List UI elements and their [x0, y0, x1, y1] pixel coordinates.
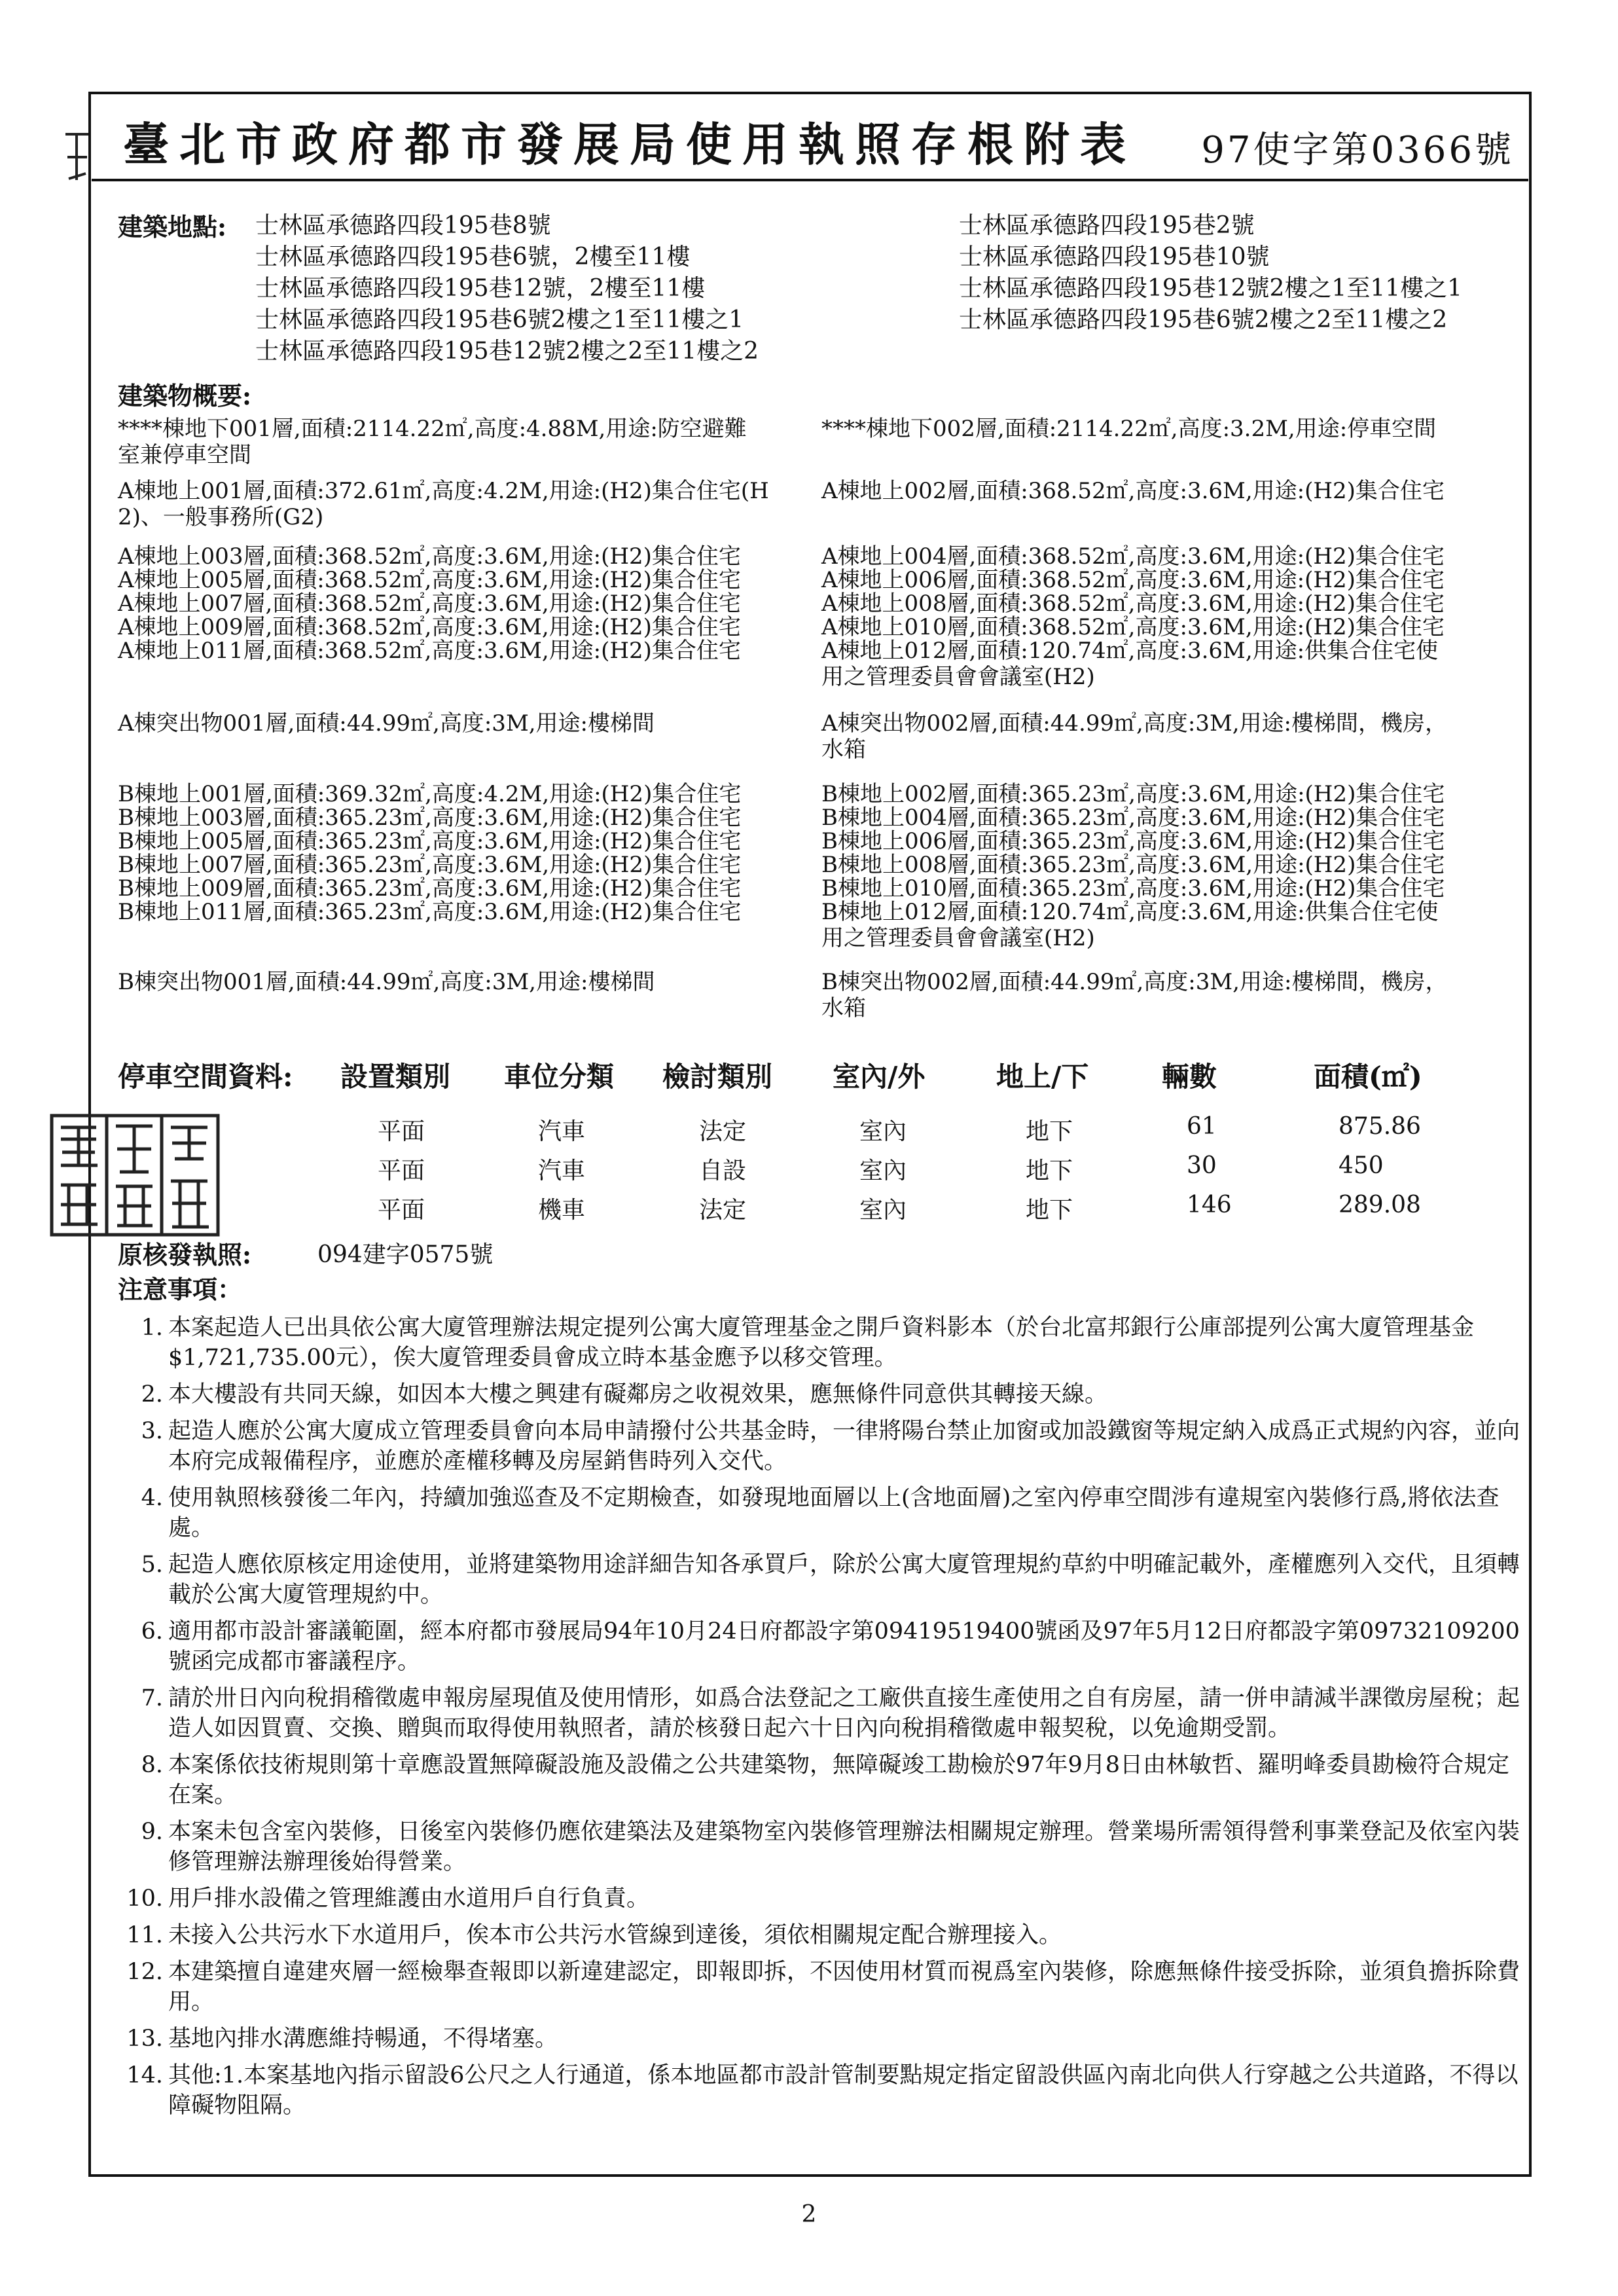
floor-entry: A棟突出物001層,面積:44.99㎡,高度:3M,用途:樓梯間 — [118, 710, 655, 737]
parking-header: 地上/下 — [996, 1061, 1089, 1093]
note-number: 5. — [141, 1552, 163, 1578]
parking-cell: 自設 — [699, 1157, 747, 1184]
address-line: 士林區承德路四段195巷6號，2樓至11樓 — [255, 244, 691, 270]
parking-cell: 法定 — [699, 1118, 747, 1145]
address-line: 士林區承德路四段195巷12號2樓之2至11樓之2 — [255, 338, 759, 365]
note-text: 本建築擅自違建夾層一經檢舉查報即以新違建認定，即報即拆，不因使用材質而視爲室內裝修，除應無條件接受拆除，並須負擔拆除費用。 — [168, 1959, 1520, 2015]
floor-entry: A棟地上007層,面積:368.52㎡,高度:3.6M,用途:(H2)集合住宅 — [118, 591, 741, 617]
parking-cell: 地下 — [1026, 1157, 1073, 1184]
parking-label: 停車空間資料: — [118, 1061, 293, 1093]
note-item — [121, 1483, 1525, 1543]
floor-entry: 用之管理委員會會議室(H2) — [821, 664, 1095, 690]
notes-label: 注意事項： — [118, 1275, 243, 1304]
floor-entry: B棟地上010層,面積:365.23㎡,高度:3.6M,用途:(H2)集合住宅 — [821, 875, 1445, 902]
note-text: 基地內排水溝應維持暢通，不得堵塞。 — [168, 2026, 558, 2052]
floor-entry: B棟地上004層,面積:365.23㎡,高度:3.6M,用途:(H2)集合住宅 — [821, 805, 1445, 831]
note-text: 其他:1.本案基地內指示留設6公尺之人行通道，係本地區都市設計管制要點規定指定留設供區內南北向供人行穿越之公共道路，不得以障礙物阻隔。 — [168, 2062, 1519, 2119]
note-text: 起造人應依原核定用途使用，並將建築物用途詳細告知各承買戶，除於公寓大廈管理規約草約中明確記載外，產權應列入交代，且須轉載於公寓大廈管理規約中。 — [168, 1552, 1520, 1608]
note-number: 8. — [141, 1752, 163, 1778]
floor-entry: B棟地上007層,面積:365.23㎡,高度:3.6M,用途:(H2)集合住宅 — [118, 852, 742, 878]
floor-entry: B棟地上003層,面積:365.23㎡,高度:3.6M,用途:(H2)集合住宅 — [118, 805, 742, 831]
parking-header: 室內/外 — [833, 1061, 926, 1093]
page-number: 2 — [801, 2201, 817, 2228]
floor-entry: A棟地上010層,面積:368.52㎡,高度:3.6M,用途:(H2)集合住宅 — [821, 614, 1445, 640]
parking-cell: 法定 — [699, 1197, 747, 1224]
note-number: 2. — [141, 1381, 163, 1408]
note-number: 12. — [126, 1959, 163, 1985]
floor-entry: A棟地上006層,面積:368.52㎡,高度:3.6M,用途:(H2)集合住宅 — [821, 567, 1445, 593]
note-item — [121, 2060, 1525, 2121]
parking-header: 設置類別 — [340, 1061, 451, 1093]
note-item — [121, 1550, 1525, 1610]
parking-header: 面積(㎡) — [1314, 1061, 1422, 1093]
floor-entry: A棟地上004層,面積:368.52㎡,高度:3.6M,用途:(H2)集合住宅 — [821, 543, 1445, 570]
official-seal-icon — [49, 1113, 221, 1237]
address-line: 士林區承德路四段195巷12號2樓之1至11樓之1 — [959, 275, 1463, 302]
note-text: 用戶排水設備之管理維護由水道用戶自行負責。 — [168, 1886, 650, 1912]
note-text: 使用執照核發後二年內，持續加強巡查及不定期檢查，如發現地面層以上(含地面層)之室內停車空間涉有違規室內裝修行爲,將依法查處。 — [168, 1485, 1500, 1541]
floor-entry: A棟地上002層,面積:368.52㎡,高度:3.6M,用途:(H2)集合住宅 — [821, 478, 1445, 504]
note-number: 3. — [141, 1418, 163, 1444]
document-header — [92, 95, 1528, 181]
floor-entry: B棟突出物002層,面積:44.99㎡,高度:3M,用途:樓梯間，機房， — [821, 969, 1448, 995]
floor-entry: B棟地上005層,面積:365.23㎡,高度:3.6M,用途:(H2)集合住宅 — [118, 828, 742, 854]
note-number: 6. — [141, 1618, 163, 1645]
note-text: 本案未包含室內裝修，日後室內裝修仍應依建築法及建築物室內裝修管理辦法相關規定辦理。營業場所需領得營利事業登記及依室內裝修管理辦法辦理後始得營業。 — [168, 1819, 1520, 1875]
floor-entry: B棟地上009層,面積:365.23㎡,高度:3.6M,用途:(H2)集合住宅 — [118, 875, 742, 902]
address-line: 士林區承德路四段195巷8號 — [255, 212, 551, 239]
note-item — [121, 1616, 1525, 1677]
note-text: 起造人應於公寓大廈成立管理委員會向本局申請撥付公共基金時，一律將陽台禁止加窗或加設鐵窗等規定納入成爲正式規約內容，並向本府完成報備程序，並應於產權移轉及房屋銷售時列入交代。 — [168, 1418, 1520, 1474]
address-line: 士林區承德路四段195巷6號2樓之2至11樓之2 — [959, 306, 1448, 333]
parking-cell: 室內 — [859, 1197, 907, 1224]
floor-entry: B棟地上008層,面積:365.23㎡,高度:3.6M,用途:(H2)集合住宅 — [821, 852, 1445, 878]
parking-cell: 289.08 — [1339, 1192, 1421, 1218]
note-item — [121, 1750, 1525, 1810]
parking-cell: 平面 — [378, 1118, 425, 1145]
parking-header: 輛數 — [1162, 1061, 1217, 1093]
floor-entry: B棟地上012層,面積:120.74㎡,高度:3.6M,用途:供集合住宅使 — [821, 899, 1439, 925]
floor-entry: 水箱 — [821, 995, 866, 1021]
permit-number: 97使字第0366號 — [1201, 129, 1514, 172]
address-line: 士林區承德路四段195巷10號 — [959, 244, 1270, 270]
parking-cell: 室內 — [859, 1118, 907, 1145]
note-item — [121, 1817, 1525, 1877]
floor-entry: B棟地上006層,面積:365.23㎡,高度:3.6M,用途:(H2)集合住宅 — [821, 828, 1445, 854]
note-number: 7. — [141, 1685, 163, 1711]
note-text: 請於卅日內向稅捐稽徵處申報房屋現值及使用情形，如爲合法登記之工廠供直接生產使用之自有房屋，請一併申請減半課徵房屋稅；起造人如因買賣、交換、贈與而取得使用執照者，請於核發日起六十日內向稅捐稽徵處申報契稅，以免逾期受罰。 — [168, 1685, 1520, 1741]
parking-cell: 汽車 — [538, 1157, 586, 1184]
floor-entry: 室兼停車空間 — [118, 442, 251, 468]
address-line: 士林區承德路四段195巷6號2樓之1至11樓之1 — [255, 306, 744, 333]
floor-entry: A棟突出物002層,面積:44.99㎡,高度:3M,用途:樓梯間，機房， — [821, 710, 1448, 737]
parking-cell: 875.86 — [1339, 1113, 1421, 1140]
address-line: 士林區承德路四段195巷2號 — [959, 212, 1255, 239]
parking-cell: 機車 — [538, 1197, 586, 1224]
parking-cell: 30 — [1187, 1152, 1217, 1179]
note-item — [121, 1379, 1525, 1410]
document-title: 臺北市政府都市發展局使用執照存根附表 — [123, 117, 1136, 172]
floor-entry: A棟地上011層,面積:368.52㎡,高度:3.6M,用途:(H2)集合住宅 — [118, 638, 741, 664]
parking-cell: 450 — [1339, 1152, 1384, 1179]
floor-entry: ****棟地下001層,面積:2114.22㎡,高度:4.88M,用途:防空避難 — [118, 416, 747, 442]
floor-entry: A棟地上012層,面積:120.74㎡,高度:3.6M,用途:供集合住宅使 — [821, 638, 1439, 664]
note-number: 14. — [126, 2062, 163, 2088]
parking-header: 車位分類 — [504, 1061, 615, 1093]
note-text: 本案係依技術規則第十章應設置無障礙設施及設備之公共建築物，無障礙竣工勘檢於97年9月8日由林敏哲、羅明峰委員勘檢符合規定在案。 — [168, 1752, 1510, 1808]
note-number: 1. — [141, 1315, 163, 1341]
parking-cell: 146 — [1187, 1192, 1232, 1218]
overview-label: 建築物概要: — [118, 381, 252, 410]
parking-cell: 地下 — [1026, 1197, 1073, 1224]
parking-cell: 汽車 — [538, 1118, 586, 1145]
note-item — [121, 1416, 1525, 1476]
binding-mark-icon — [62, 128, 92, 187]
note-text: 適用都市設計審議範圍，經本府都市發展局94年10月24日府都設字第09419519400號函及97年5月12日府都設字第09732109200號函完成都市審議程序。 — [168, 1618, 1520, 1675]
note-item — [121, 1957, 1525, 2017]
note-item — [121, 1920, 1525, 1950]
floor-entry: A棟地上003層,面積:368.52㎡,高度:3.6M,用途:(H2)集合住宅 — [118, 543, 741, 570]
original-permit-label: 原核發執照: — [118, 1240, 252, 1269]
note-number: 9. — [141, 1819, 163, 1845]
note-item — [121, 1313, 1525, 1373]
note-item — [121, 1884, 1525, 1914]
note-item — [121, 2024, 1525, 2054]
parking-cell: 平面 — [378, 1197, 425, 1224]
parking-header: 檢討類別 — [662, 1061, 773, 1093]
note-number: 10. — [126, 1886, 163, 1912]
parking-cell: 平面 — [378, 1157, 425, 1184]
floor-entry: A棟地上001層,面積:372.61㎡,高度:4.2M,用途:(H2)集合住宅(H — [118, 478, 769, 504]
note-number: 11. — [126, 1922, 163, 1948]
floor-entry: 水箱 — [821, 737, 866, 763]
note-item — [121, 1683, 1525, 1743]
note-text: 本案起造人已出具依公寓大廈管理辦法規定提列公寓大廈管理基金之開戶資料影本（於台北富邦銀行公庫部提列公寓大廈管理基金$1,721,735.00元），俟大廈管理委員會成立時本基金應予以移交管理。 — [168, 1315, 1475, 1371]
address-line: 士林區承德路四段195巷12號，2樓至11樓 — [255, 275, 706, 302]
floor-entry: A棟地上005層,面積:368.52㎡,高度:3.6M,用途:(H2)集合住宅 — [118, 567, 741, 593]
floor-entry: B棟地上002層,面積:365.23㎡,高度:3.6M,用途:(H2)集合住宅 — [821, 781, 1445, 807]
parking-cell: 室內 — [859, 1157, 907, 1184]
note-text: 本大樓設有共同天線，如因本大樓之興建有礙鄰房之收視效果，應無條件同意供其轉接天線。 — [168, 1381, 1108, 1408]
note-text: 未接入公共污水下水道用戶，俟本市公共污水管線到達後，須依相關規定配合辦理接入。 — [168, 1922, 1062, 1948]
floor-entry: B棟地上001層,面積:369.32㎡,高度:4.2M,用途:(H2)集合住宅 — [118, 781, 742, 807]
floor-entry: A棟地上008層,面積:368.52㎡,高度:3.6M,用途:(H2)集合住宅 — [821, 591, 1445, 617]
floor-entry: 用之管理委員會會議室(H2) — [821, 925, 1095, 951]
note-number: 13. — [126, 2026, 163, 2052]
floor-entry: B棟地上011層,面積:365.23㎡,高度:3.6M,用途:(H2)集合住宅 — [118, 899, 742, 925]
note-number: 4. — [141, 1485, 163, 1511]
address-label: 建築地點: — [118, 212, 227, 242]
floor-entry: 2)、一般事務所(G2) — [118, 504, 324, 530]
original-permit-value: 094建字0575號 — [317, 1241, 494, 1268]
parking-cell: 61 — [1187, 1113, 1217, 1140]
floor-entry: ****棟地下002層,面積:2114.22㎡,高度:3.2M,用途:停車空間 — [821, 416, 1437, 442]
parking-cell: 地下 — [1026, 1118, 1073, 1145]
notes-list — [121, 1313, 1525, 2127]
floor-entry: A棟地上009層,面積:368.52㎡,高度:3.6M,用途:(H2)集合住宅 — [118, 614, 741, 640]
floor-entry: B棟突出物001層,面積:44.99㎡,高度:3M,用途:樓梯間 — [118, 969, 655, 995]
